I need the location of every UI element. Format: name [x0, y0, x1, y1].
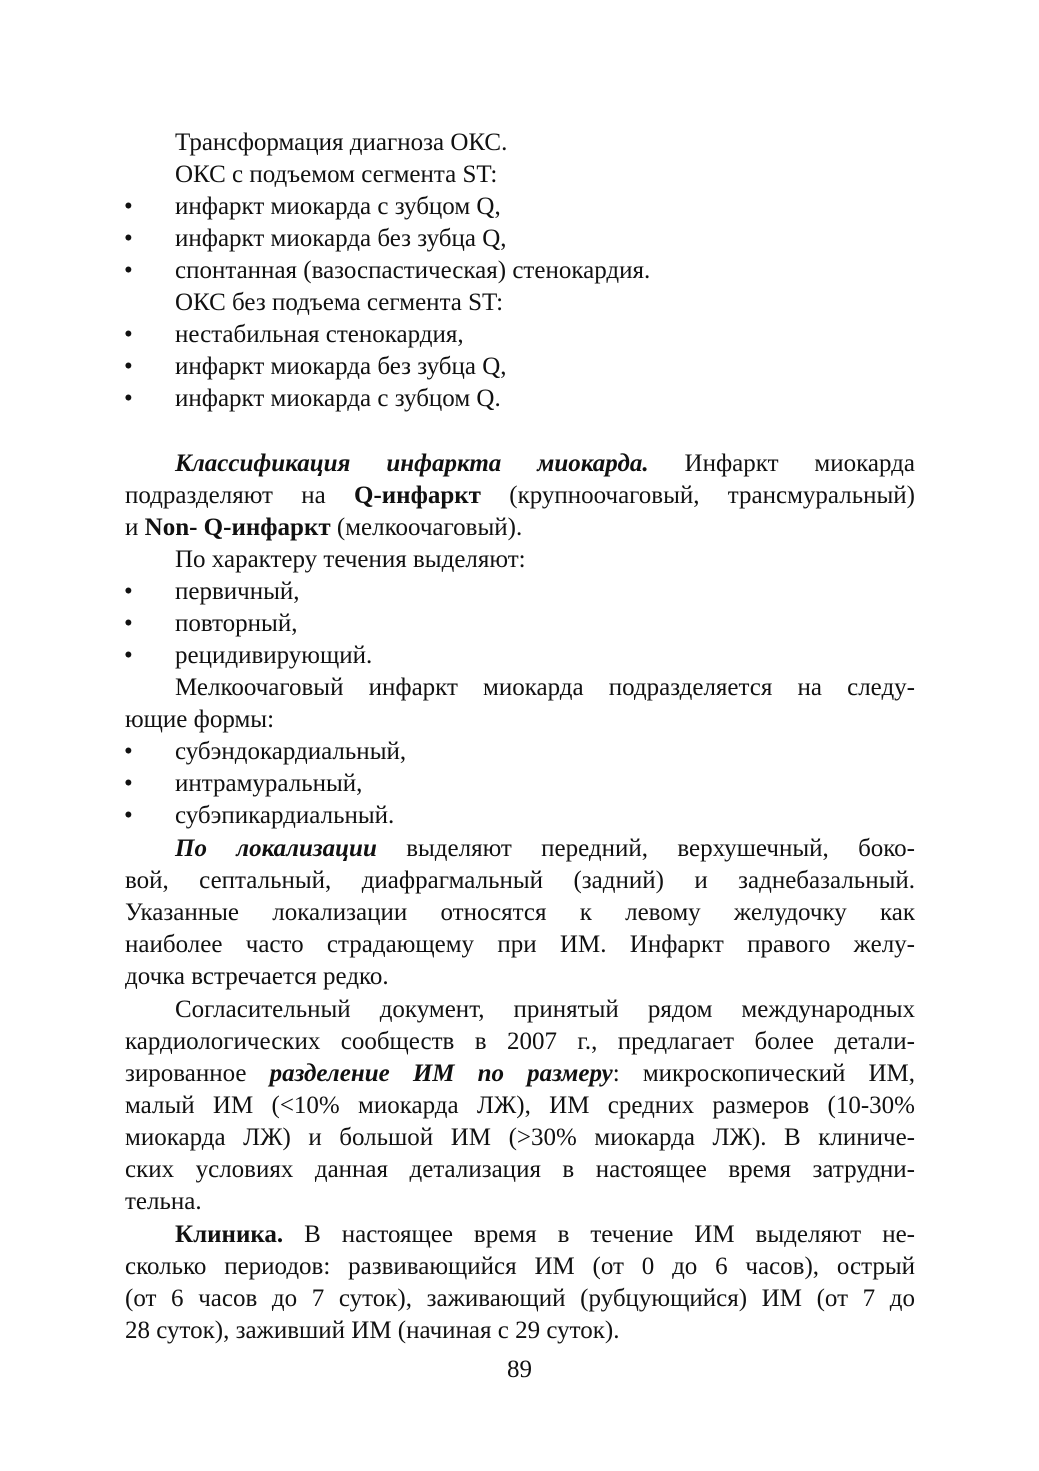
list-item: интрамуральный, [175, 770, 363, 797]
inline-heading: Классификация инфаркта миокарда. [175, 450, 649, 477]
section-title: Трансформация диагноза ОКС. [175, 129, 508, 156]
bullet-icon: • [124, 642, 133, 669]
paragraph-line [175, 1219, 915, 1251]
paragraph-line: Мелкоочаговый инфаркт миокарда подразделяется на следу- [175, 674, 915, 701]
paragraph-line: (от 6 часов до 7 суток), заживающий (рубцующийся) ИМ (от 7 до [125, 1285, 915, 1312]
bullet-icon: • [124, 385, 133, 412]
paragraph-line [175, 833, 915, 865]
emphasis-run [270, 1060, 915, 1087]
list-item: повторный, [175, 610, 298, 637]
paragraph-line: сколько периодов: развивающийся ИМ (от 0 до 6 часов), острый [125, 1253, 915, 1280]
text-run: выделяют передний, верхушечный, боко- [406, 835, 915, 862]
bullet-icon: • [124, 610, 133, 637]
paragraph-line [125, 512, 522, 544]
bullet-icon: • [124, 225, 133, 252]
bullet-icon: • [124, 802, 133, 829]
list-item: инфаркт миокарда без зубца Q, [175, 353, 507, 380]
text-run: (крупноочаговый, трансмуральный) [509, 482, 916, 509]
paragraph-line: дочка встречается редко. [125, 963, 389, 990]
term: Non- Q-инфаркт [144, 514, 331, 541]
inline-heading: разделение ИМ по размеру [269, 1060, 613, 1087]
list-item: инфаркт миокарда без зубца Q, [175, 225, 507, 252]
text-run: зированное [125, 1060, 247, 1087]
text-run: : микроскопический ИМ, [612, 1060, 915, 1087]
paragraph-line: 28 суток), заживший ИМ (начиная с 29 суток). [125, 1317, 620, 1344]
paragraph-line [125, 480, 915, 512]
list-heading: По характеру течения выделяют: [175, 546, 526, 573]
text-run: и [125, 514, 139, 541]
text-run: (мелкоочаговый). [336, 514, 523, 541]
paragraph-line: ющие формы: [125, 706, 275, 733]
paragraph-line: малый ИМ (<10% миокарда ЛЖ), ИМ средних размеров (10-30% [125, 1092, 915, 1119]
page-number: 89 [507, 1356, 532, 1383]
paragraph-line: Указанные локализации относятся к левому желудочку как [125, 899, 915, 926]
list-item: первичный, [175, 578, 300, 605]
text-run: Инфаркт миокарда [684, 450, 915, 477]
list-item: субэпикардиальный. [175, 802, 395, 829]
list-item: нестабильная стенокардия, [175, 321, 464, 348]
list-item: инфаркт миокарда с зубцом Q. [175, 385, 501, 412]
paragraph-line: миокарда ЛЖ) и большой ИМ (>30% миокарда ЛЖ). В клиниче- [125, 1124, 915, 1151]
paragraph-line [175, 448, 915, 480]
bullet-icon: • [124, 193, 133, 220]
term: Q-инфаркт [354, 482, 481, 509]
inline-heading: По локализации [175, 835, 377, 862]
bullet-icon: • [124, 353, 133, 380]
list-item: субэндокардиальный, [175, 738, 407, 765]
text-run: В настоящее время в течение ИМ выделяют не- [304, 1221, 915, 1248]
paragraph-line: наиболее часто страдающему при ИМ. Инфаркт правого желу- [125, 931, 915, 958]
bullet-icon: • [124, 257, 133, 284]
paragraph-line: кардиологических сообществ в 2007 г., предлагает более детали- [125, 1028, 915, 1055]
list-item: спонтанная (вазоспастическая) стенокардия. [175, 257, 651, 284]
list-item: инфаркт миокарда с зубцом Q, [175, 193, 501, 220]
bullet-icon: • [124, 738, 133, 765]
bullet-icon: • [124, 578, 133, 605]
paragraph-line: тельна. [125, 1188, 202, 1215]
paragraph-line [125, 1058, 915, 1090]
paragraph-line: Согласительный документ, принятый рядом международных [175, 996, 915, 1023]
bullet-icon: • [124, 770, 133, 797]
list-heading: ОКС без подъема сегмента ST: [175, 289, 504, 316]
list-heading: ОКС с подъемом сегмента ST: [175, 161, 498, 188]
bullet-icon: • [124, 321, 133, 348]
list-item: рецидивирующий. [175, 642, 373, 669]
paragraph-line: ских условиях данная детализация в настоящее время затрудни- [125, 1156, 915, 1183]
text-run: подразделяют на [125, 482, 326, 509]
inline-heading: Клиника. [175, 1221, 284, 1248]
paragraph-line: вой, септальный, диафрагмальный (задний) и заднебазальный. [125, 867, 915, 894]
